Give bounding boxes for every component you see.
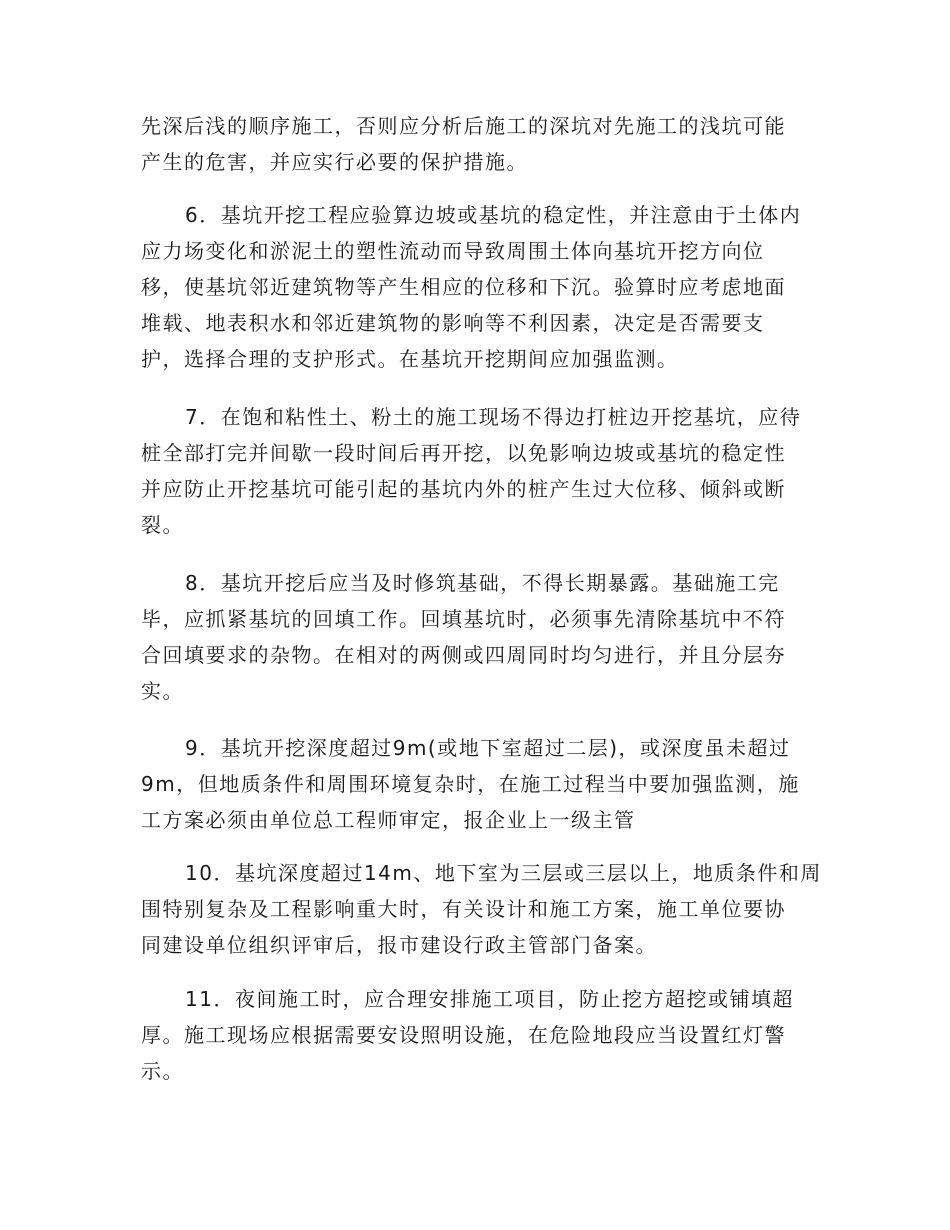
text-line: 产生的危害，并应实行必要的保护措施。 — [141, 150, 528, 174]
text-line: 围特别复杂及工程影响重大时，有关设计和施工方案，施工单位要协 — [141, 897, 786, 921]
paragraph-item-7 — [141, 399, 821, 543]
text-line: 桩全部打完并间歇一段时间后再开挖，以免影响边坡或基坑的稳定性 — [141, 441, 786, 465]
text-line: 并应防止开挖基坑可能引起的基坑内外的桩产生过大位移、倾斜或断 — [141, 477, 786, 501]
text-line: 应力场变化和淤泥土的塑性流动而导致周围土体向基坑开挖方向位 — [141, 239, 765, 263]
text-line: 同建设单位组织评审后，报市建设行政主管部门备案。 — [141, 933, 657, 957]
text-line: 实。 — [141, 679, 184, 703]
text-line: 10．基坑深度超过14m、地下室为三层或三层以上，地质条件和周 — [185, 861, 822, 885]
text-line: 裂。 — [141, 513, 184, 537]
paragraph-item-6 — [141, 197, 821, 377]
text-line: 工方案必须由单位总工程师审定，报企业上一级主管 — [141, 808, 636, 832]
paragraph-item-8 — [141, 565, 821, 709]
text-line: 6．基坑开挖工程应验算边坡或基坑的稳定性，并注意由于土体内 — [185, 203, 802, 227]
text-line: 厚。施工现场应根据需要安设照明设施，在危险地段应当设置红灯警 — [141, 1023, 786, 1047]
text-line: 合回填要求的杂物。在相对的两侧或四周同时均匀进行，并且分层夯 — [141, 643, 786, 667]
paragraph-item-11 — [141, 981, 821, 1089]
text-line: 堆载、地表积水和邻近建筑物的影响等不利因素，决定是否需要支 — [141, 311, 765, 335]
text-line: 9．基坑开挖深度超过9m(或地下室超过二层)，或深度虽未超过 — [185, 736, 791, 760]
text-line: 8．基坑开挖后应当及时修筑基础，不得长期暴露。基础施工完 — [185, 571, 780, 595]
paragraph-item-9 — [141, 730, 821, 838]
text-line: 毕，应抓紧基坑的回填工作。回填基坑时，必须事先清除基坑中不符 — [141, 607, 786, 631]
text-line: 9m，但地质条件和周围环境复杂时，在施工过程当中要加强监测，施 — [141, 772, 800, 796]
paragraph-item-10 — [141, 855, 821, 963]
paragraph-continuation — [141, 108, 821, 180]
text-line: 7．在饱和粘性土、粉土的施工现场不得边打桩边开挖基坑，应待 — [185, 405, 802, 429]
text-line: 护，选择合理的支护形式。在基坑开挖期间应加强监测。 — [141, 347, 679, 371]
text-line: 移，使基坑邻近建筑物等产生相应的位移和下沉。验算时应考虑地面 — [141, 275, 786, 299]
text-line: 先深后浅的顺序施工，否则应分析后施工的深坑对先施工的浅坑可能 — [141, 114, 786, 138]
text-line: 11．夜间施工时，应合理安排施工项目，防止挖方超挖或铺填超 — [185, 987, 794, 1011]
text-line: 示。 — [141, 1059, 184, 1083]
